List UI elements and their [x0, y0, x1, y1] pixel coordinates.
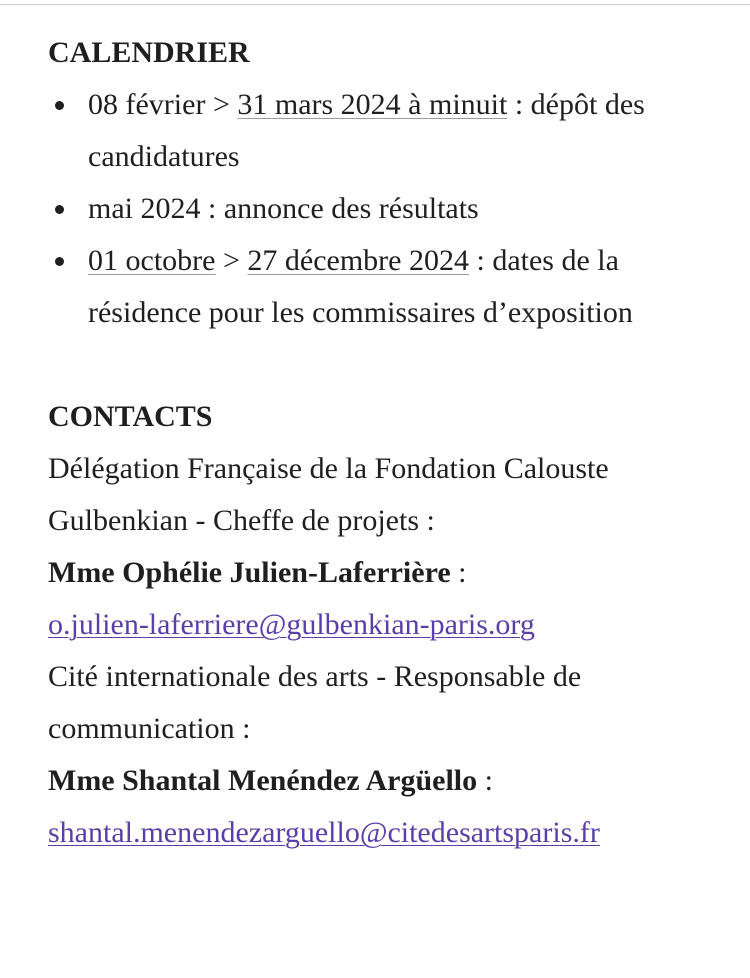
calendar-item-text: mai 2024 : annonce des résultats: [88, 192, 479, 225]
contact-name: Mme Shantal Menéndez Argüello: [48, 764, 478, 797]
contact-organization: Délégation Française de la Fondation Calouste Gulbenkian - Cheffe de projets :: [48, 452, 609, 537]
calendar-item-text: : dépôt des candidatures: [88, 88, 645, 173]
calendar-item-text: : dates de la résidence pour les commissaires d’exposition: [88, 244, 633, 329]
calendar-list: [48, 79, 708, 339]
calendar-item-start-date: 01 octobre: [88, 244, 216, 277]
calendar-item-separator: >: [215, 244, 248, 277]
calendar-item: [48, 79, 708, 183]
contacts-heading: CONTACTS: [48, 400, 213, 433]
calendar-heading: CALENDRIER: [48, 36, 250, 69]
top-divider: [0, 4, 750, 5]
calendar-item: [48, 183, 708, 235]
article-content: [48, 27, 708, 859]
contact-email-link[interactable]: o.julien-laferriere@gulbenkian-paris.org: [48, 608, 535, 641]
section-spacer: [48, 339, 708, 391]
calendar-item-end-date: 27 décembre 2024: [247, 244, 469, 277]
calendar-item-end-date: 31 mars 2024 à minuit: [237, 88, 508, 121]
contact-organization: Cité internationale des arts - Responsable de communication :: [48, 660, 582, 745]
contact-name: Mme Ophélie Julien-Laferrière: [48, 556, 451, 589]
contact-name-suffix: :: [477, 764, 493, 797]
calendar-item-start-date: 08 février: [88, 88, 206, 121]
calendar-item-separator: >: [205, 88, 238, 121]
contact-entry: [48, 651, 708, 859]
contact-name-suffix: :: [450, 556, 467, 589]
contact-entry: [48, 443, 708, 651]
contact-email-link[interactable]: shantal.menendezarguello@citedesartsparis.fr: [48, 816, 600, 849]
calendar-item: [48, 235, 708, 339]
